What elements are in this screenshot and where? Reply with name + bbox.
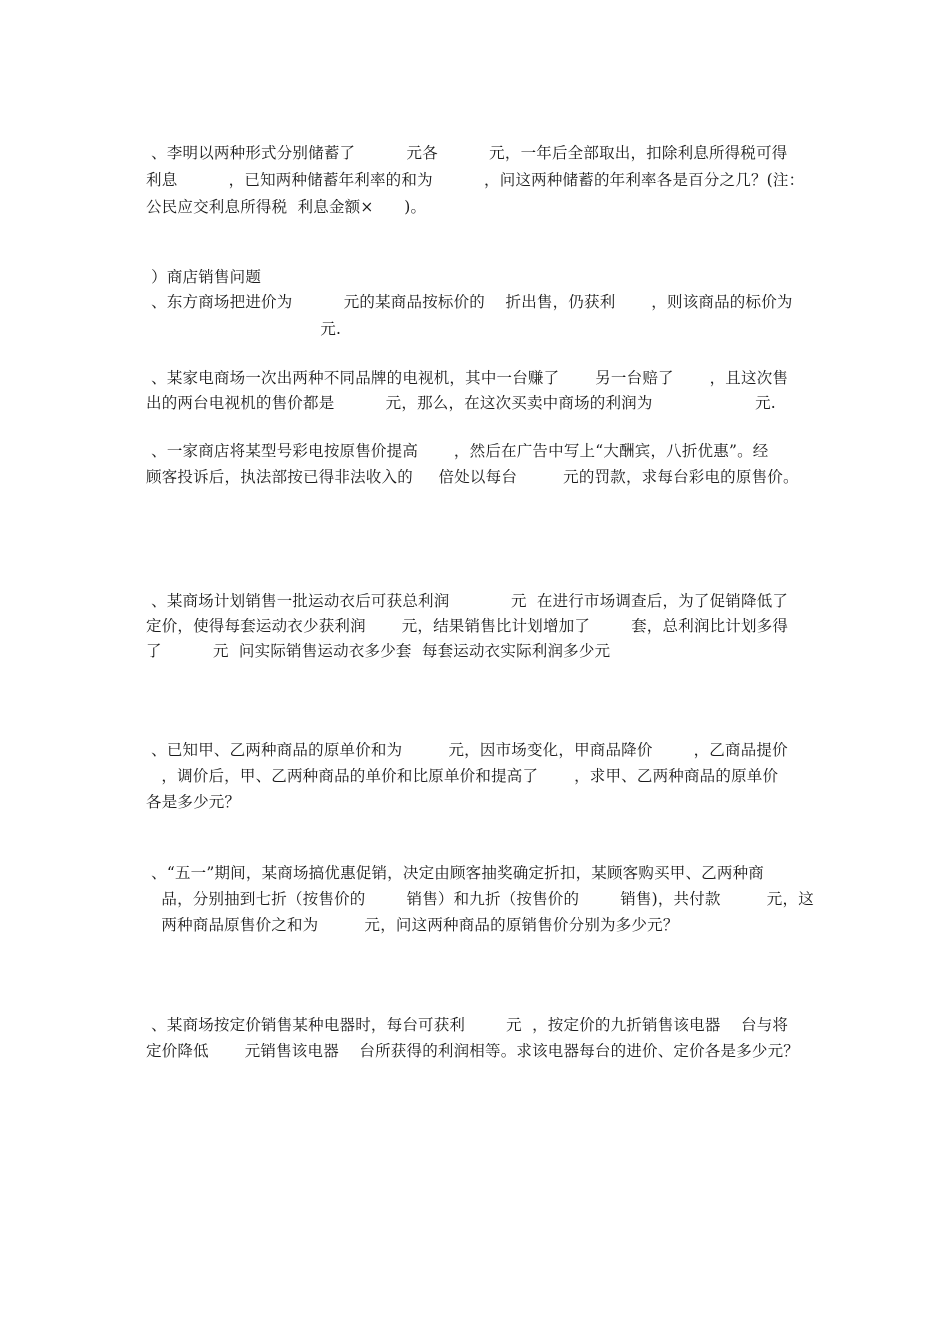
problem-5-line-2: 定价，使得每套运动衣少获利润 元，结果销售比计划增加了 套，总利润比计划多得 <box>146 617 789 635</box>
problem-6-line-1: 、已知甲、乙两种商品的原单价和为 元，因市场变化，甲商品降价 ，乙商品提价 <box>146 741 788 759</box>
problem-3-line-1: 、某家电商场一次出两种不同品牌的电视机，其中一台赚了 另一台赔了 ，且这次售 <box>146 369 789 387</box>
problem-1-line-2: 利息 ，已知两种储蓄年利率的和为 ，问这两种储蓄的年利率各是百分之几？(注： <box>146 171 805 189</box>
problem-5-line-1: 、某商场计划销售一批运动衣后可获总利润 元 在进行市场调查后，为了促销降低了 <box>146 592 789 610</box>
problem-8-line-1: 、某商场按定价销售某种电器时，每台可获利 元 ，按定价的九折销售该电器 台与将 <box>146 1016 789 1034</box>
problem-2-line-1: 、东方商场把进价为 元的某商品按标价的 折出售，仍获利 ，则该商品的标价为 <box>146 293 793 311</box>
problem-8-line-2: 定价降低 元销售该电器 台所获得的利润相等。求该电器每台的进价、定价各是多少元？ <box>146 1042 799 1060</box>
problem-2-line-2: 元. <box>146 320 342 338</box>
problem-7-line-3: 两种商品原售价之和为 元，问这两种商品的原销售价分别为多少元？ <box>146 916 679 934</box>
problem-6-line-2: ，调价后，甲、乙两种商品的单价和比原单价和提高了 ，求甲、乙两种商品的原单价 <box>146 767 779 785</box>
problem-1-line-3: 公民应交利息所得税 利息金额× )。 <box>146 198 427 216</box>
problem-1-line-1: 、李明以两种形式分别储蓄了 元各 元，一年后全部取出，扣除利息所得税可得 <box>146 144 788 162</box>
problem-6-line-3: 各是多少元？ <box>146 793 241 811</box>
problem-7-line-2: 品，分别抽到七折（按售价的 销售）和九折（按售价的 销售)，共付款 元，这 <box>146 890 814 908</box>
problem-4-line-1: 、一家商店将某型号彩电按原售价提高 ，然后在广告中写上“大酬宾，八折优惠”。经 <box>146 442 769 460</box>
problem-3-line-2: 出的两台电视机的售价都是 元，那么，在这次买卖中商场的利润为 元. <box>146 394 776 412</box>
problem-5-line-3: 了 元 问实际销售运动衣多少套 每套运动衣实际利润多少元 <box>146 642 611 660</box>
problem-4-line-2: 顾客投诉后，执法部按已得非法收入的 倍处以每台 元的罚款，求每台彩电的原售价。 <box>146 468 799 486</box>
problem-7-line-1: 、“五一”期间，某商场搞优惠促销，决定由顾客抽奖确定折扣，某顾客购买甲、乙两种商 <box>146 864 764 882</box>
section-heading: ）商店销售问题 <box>146 268 262 286</box>
